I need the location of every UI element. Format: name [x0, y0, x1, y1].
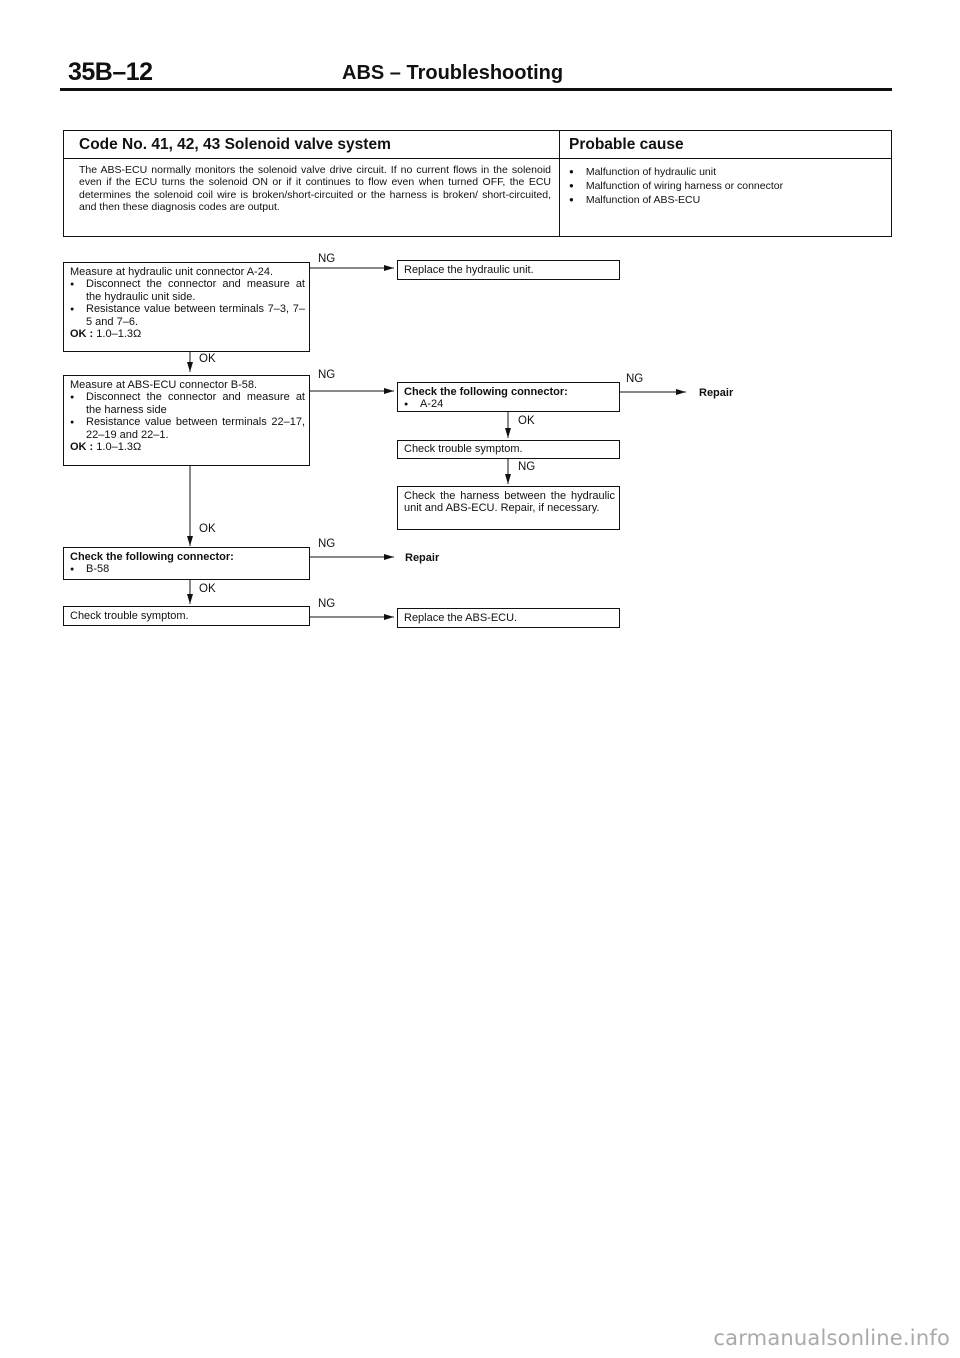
site-watermark: carmanualsonline.info — [713, 1326, 950, 1350]
ng-label: NG — [518, 461, 536, 473]
connector-item: ● B-58 — [70, 563, 305, 576]
cause-item: ● Malfunction of ABS-ECU — [569, 193, 783, 207]
ok-label: OK — [518, 415, 535, 427]
step2-item: ● Resistance value between terminals 22–17, 22–19 and 22–1. — [70, 416, 305, 441]
ok-label: OK — [199, 583, 216, 595]
ok-value: 1.0–1.3Ω — [96, 441, 142, 453]
step1-measure-hydraulic-unit-box — [63, 262, 310, 352]
repair-action: Repair — [405, 552, 440, 564]
step2-ok-spec — [70, 441, 305, 453]
repair-action: Repair — [699, 387, 734, 399]
check-connector-a24-box — [397, 382, 620, 412]
ng-label: NG — [318, 598, 336, 610]
check-connector-b58-box — [63, 547, 310, 580]
replace-hydraulic-unit-box: Replace the hydraulic unit. — [397, 260, 620, 280]
ok-label: OK : — [70, 441, 94, 453]
connector-items — [70, 563, 305, 576]
cause-item: ● Malfunction of wiring harness or connector — [569, 179, 783, 193]
ng-label: NG — [318, 538, 336, 550]
step2-items — [70, 391, 305, 441]
check-trouble-symptom-box: Check trouble symptom. — [397, 440, 620, 459]
page-title: ABS – Troubleshooting — [342, 62, 564, 84]
final-check-trouble-symptom-box: Check trouble symptom. — [63, 606, 310, 626]
step2-measure-abs-ecu-box — [63, 375, 310, 466]
connector-items — [404, 398, 615, 411]
check-connector-title: Check the following connector: — [404, 386, 568, 398]
ok-value: 1.0–1.3Ω — [96, 328, 142, 340]
ng-label: NG — [318, 369, 336, 381]
step1-items — [70, 278, 305, 328]
check-connector-title: Check the following connector: — [70, 551, 234, 563]
step2-item: ● Disconnect the connector and measure at the harness side — [70, 391, 305, 416]
step1-ok-spec — [70, 328, 305, 340]
code-header: Code No. 41, 42, 43 Solenoid valve system — [79, 136, 391, 153]
ng-label: NG — [318, 253, 336, 265]
step1-item: ● Resistance value between terminals 7–3, 7–5 and 7–6. — [70, 303, 305, 328]
step1-title: Measure at hydraulic unit connector A-24. — [70, 266, 274, 278]
check-harness-box: Check the harness between the hydraulic unit and ABS-ECU. Repair, if necessary. — [397, 486, 620, 530]
step1-item: ● Disconnect the connector and measure at the hydraulic unit side. — [70, 278, 305, 303]
step2-title: Measure at ABS-ECU connector B-58. — [70, 379, 258, 391]
replace-abs-ecu-box: Replace the ABS-ECU. — [397, 608, 620, 628]
ng-label: NG — [626, 373, 644, 385]
ok-label: OK : — [70, 328, 94, 340]
connector-item: ● A-24 — [404, 398, 615, 411]
ok-label: OK — [199, 353, 216, 365]
ok-label: OK — [199, 523, 216, 535]
code-description: The ABS-ECU normally monitors the solenoid valve drive circuit. If no current flows in the solenoid even if the ECU turns the solenoid ON or if it continues to flow even when turned OFF, the ECU determines the solenoid coil wire is broken/short-circuited or the harness is broken/ short-circuited, and then these diagnosis codes are output. — [79, 164, 551, 214]
page-number: 35B–12 — [68, 58, 153, 86]
cause-item: ● Malfunction of hydraulic unit — [569, 165, 783, 179]
probable-cause-header: Probable cause — [569, 136, 684, 153]
